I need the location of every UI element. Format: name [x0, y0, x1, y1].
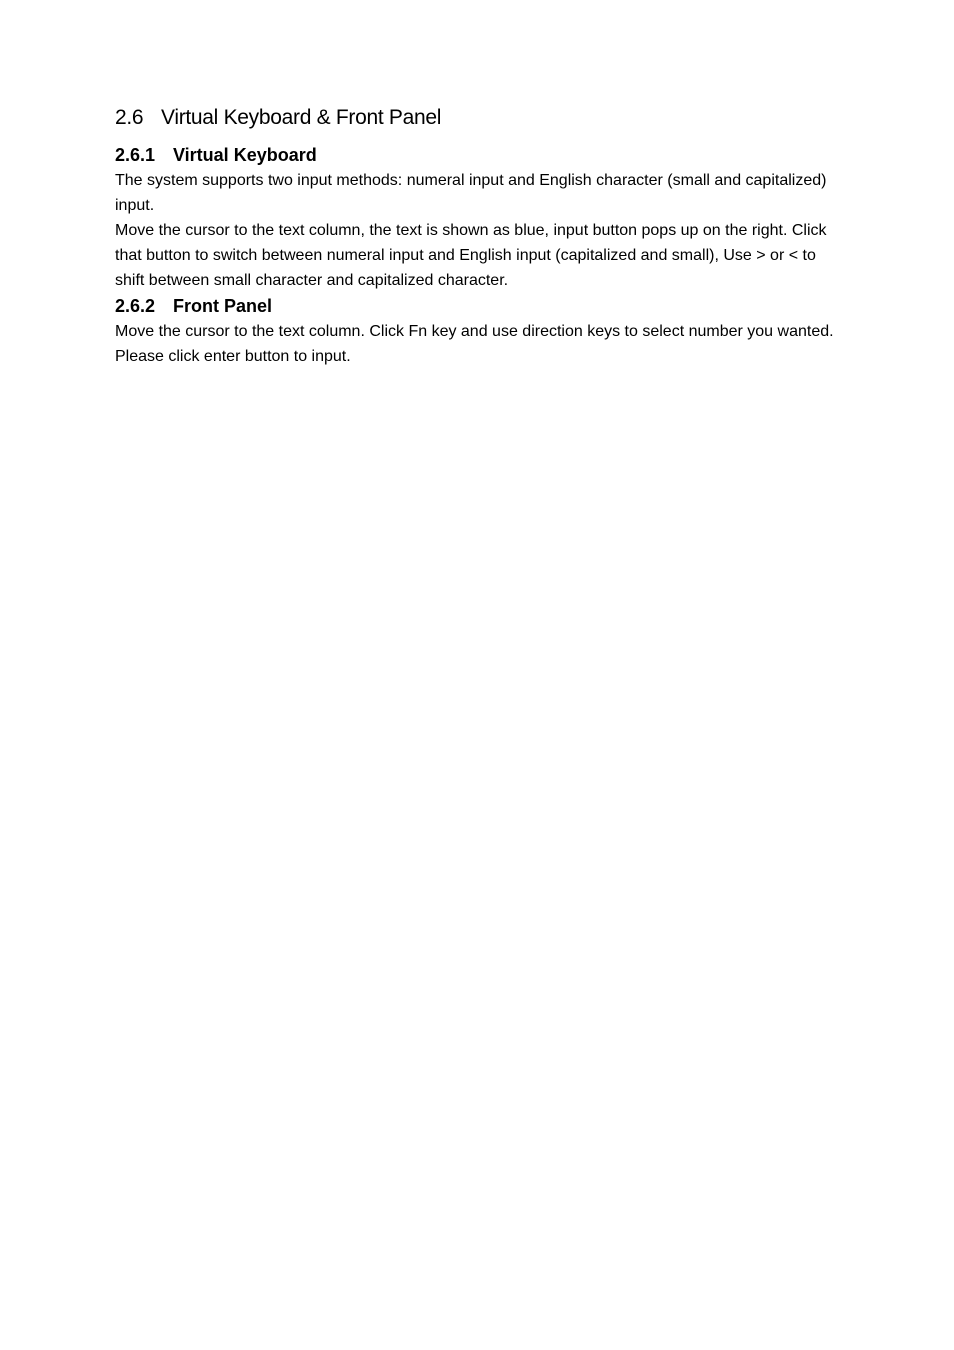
subsection-number: 2.6.2: [115, 296, 156, 316]
subsection-title: Front Panel: [173, 296, 273, 316]
document-page: [115, 104, 845, 369]
subsection-title: Virtual Keyboard: [173, 145, 317, 165]
subsection-heading-front-panel: [115, 293, 845, 319]
paragraph-front-panel: Move the cursor to the text column. Click Fn key and use direction keys to select number you wanted. Please click enter button to input.: [115, 323, 834, 365]
section-heading: [115, 104, 845, 132]
section-title: Virtual Keyboard & Front Panel: [161, 106, 442, 129]
subsection-number: 2.6.1: [115, 145, 156, 165]
paragraph-input-button: Move the cursor to the text column, the text is shown as blue, input button pops up on the right. Click that button to switch between numeral input and English input (capitalized and small), Use > or < to shift between small character and capitalized character.: [115, 222, 827, 289]
paragraph-input-methods: The system supports two input methods: numeral input and English character (small and capitalized) input.: [115, 172, 827, 214]
section-number: 2.6: [115, 106, 144, 129]
subsection-heading-virtual-keyboard: [115, 142, 845, 168]
